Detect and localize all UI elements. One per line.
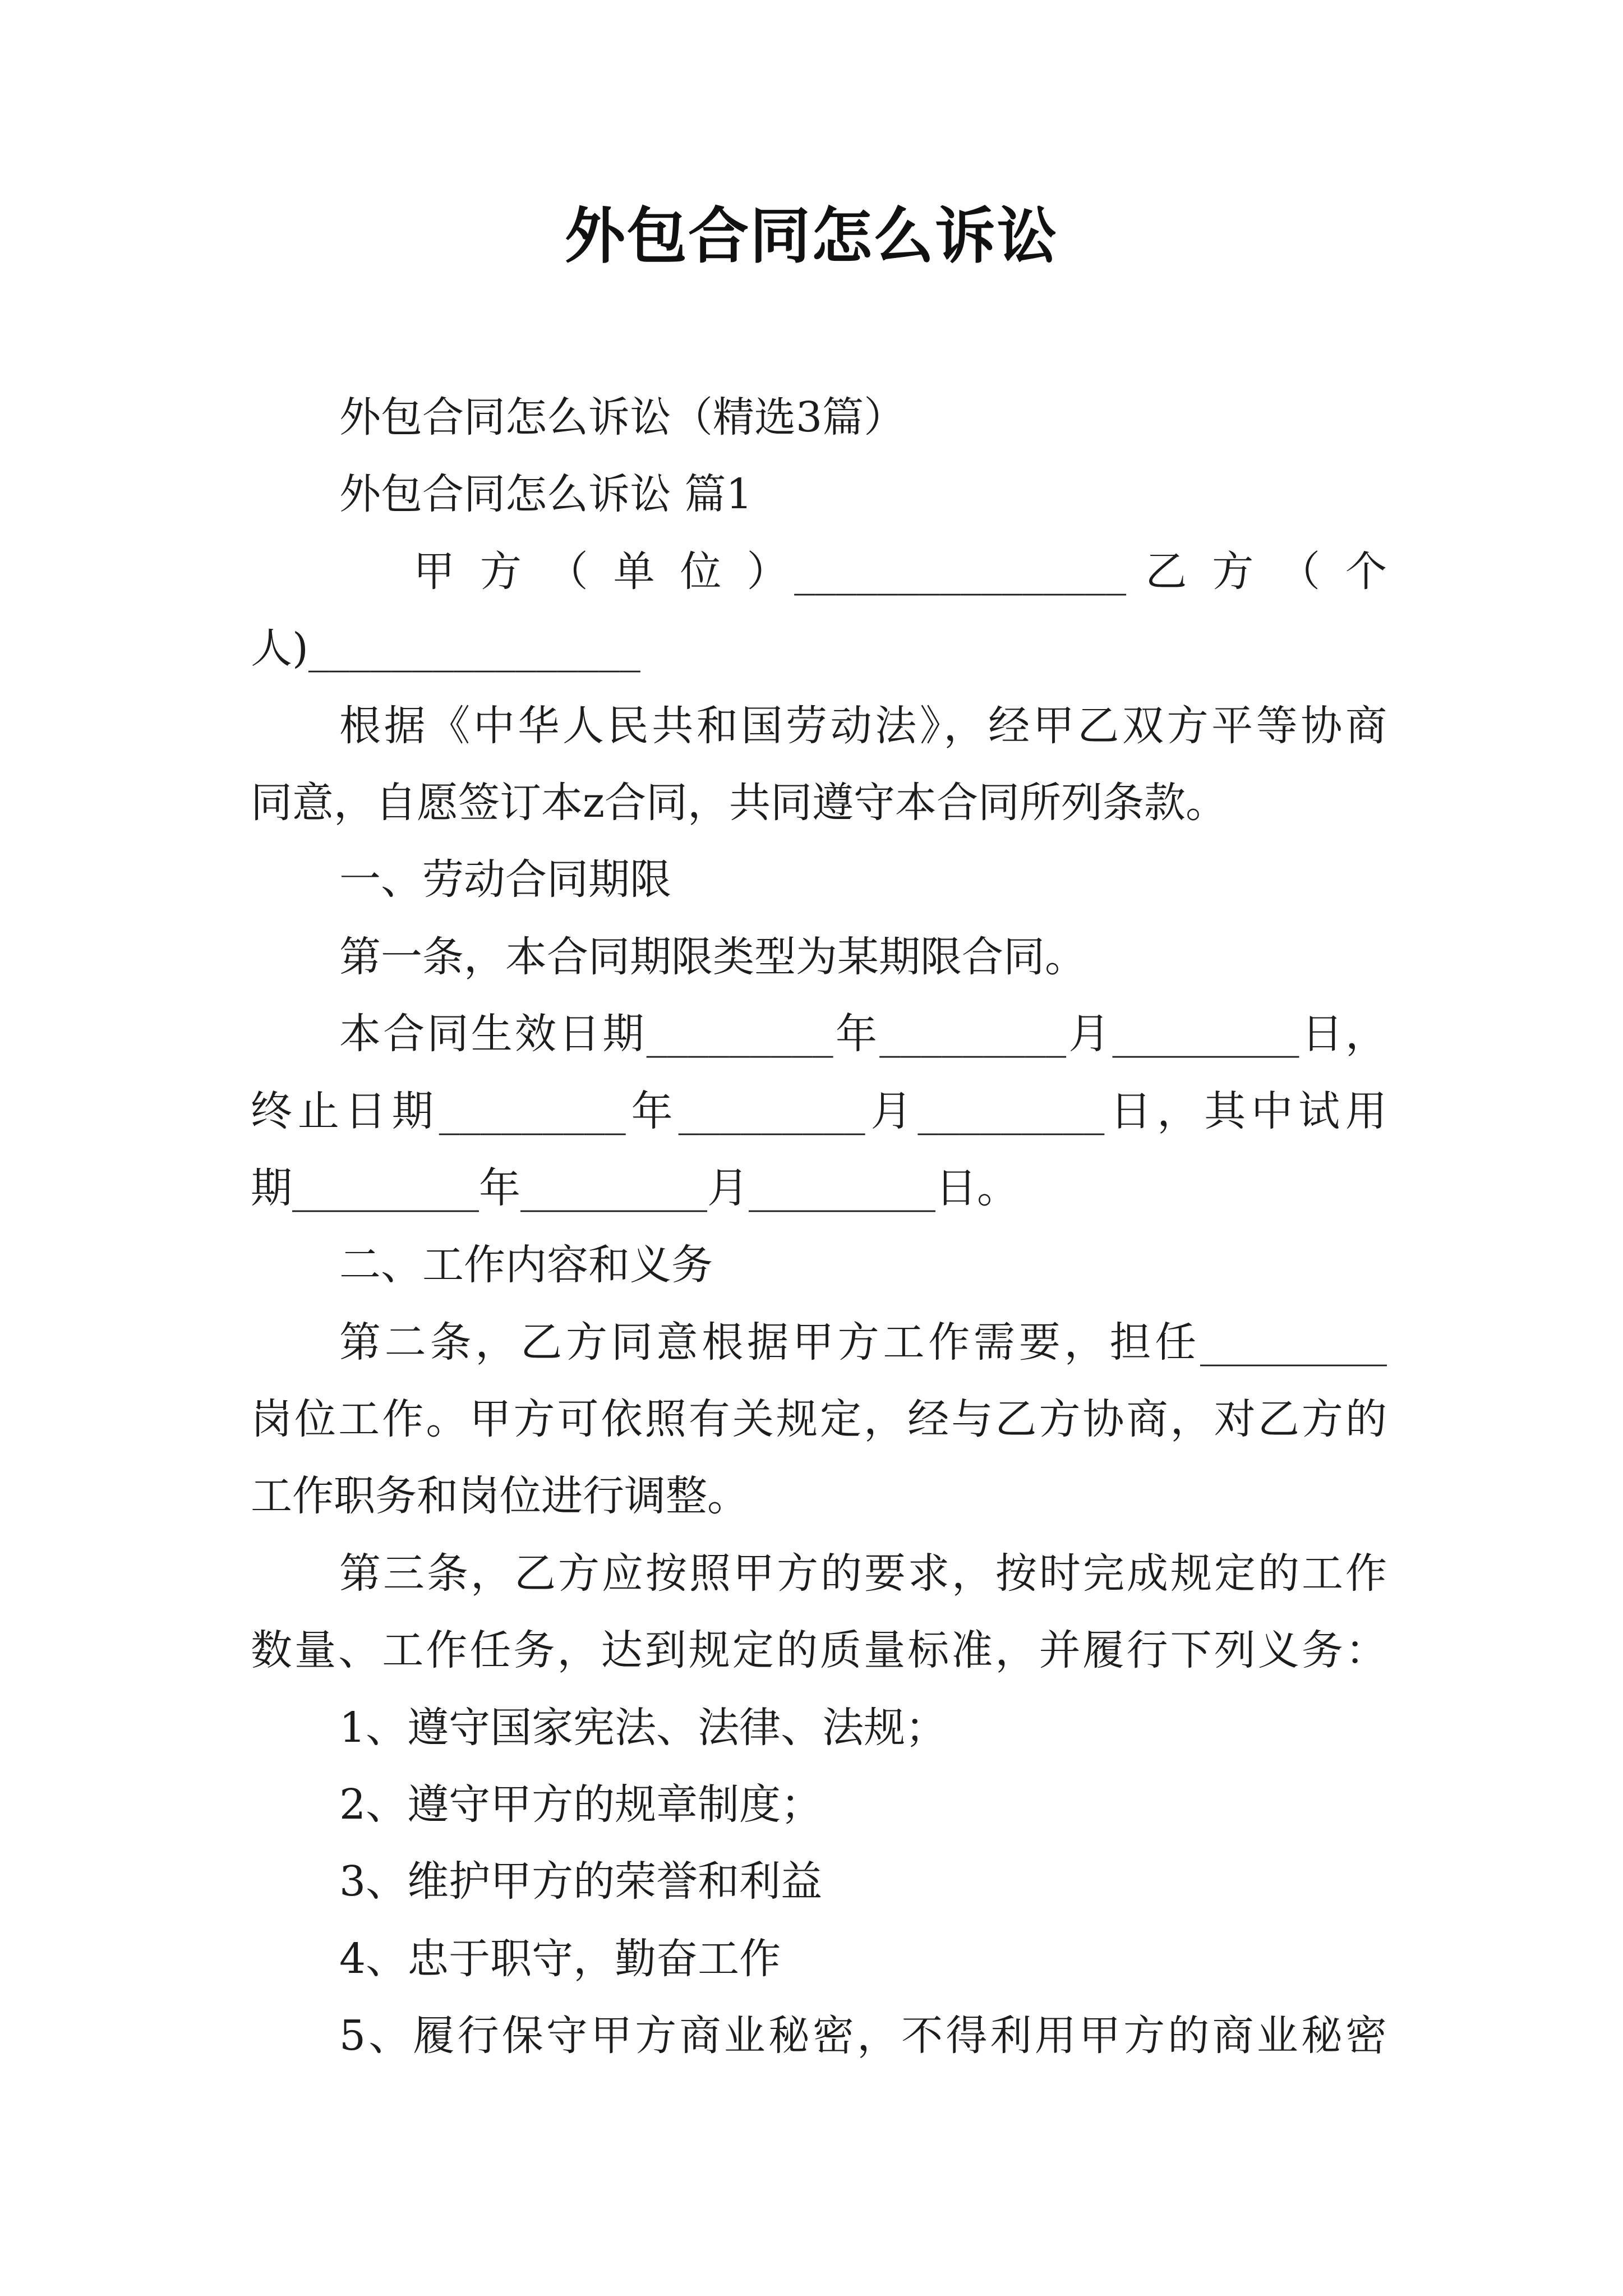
list-item: 1、遵守国家宪法、法律、法规；: [339, 1703, 947, 1752]
list-item: 5、履行保守甲方商业秘密，不得利用甲方的商业秘密: [339, 2012, 1387, 2060]
list-item: 2、遵守甲方的规章制度；: [339, 1780, 823, 1829]
date-fill-line: 终止日期_________年_________月_________日，其中试用: [251, 1087, 1387, 1135]
paragraph-line: 岗位工作。甲方可依照有关规定，经与乙方协商，对乙方的: [251, 1395, 1387, 1444]
date-fill-line: 期_________年_________月_________日。: [251, 1163, 1018, 1212]
clause-heading: 一、劳动合同期限: [339, 855, 671, 904]
paragraph-line: 第三条，乙方应按照甲方的要求，按时完成规定的工作: [339, 1549, 1387, 1598]
document-body: [251, 379, 1387, 2075]
paragraph-line: 工作职务和岗位进行调整。: [251, 1472, 749, 1521]
clause-heading: 二、工作内容和义务: [339, 1241, 713, 1290]
party-line: 甲 方 （ 单 位 ）________________ 乙 方 （ 个: [413, 547, 1387, 596]
paragraph-line: 同意，自愿签订本z合同，共同遵守本合同所列条款。: [251, 778, 1227, 827]
paragraph-line: 第二条，乙方同意根据甲方工作需要，担任_________: [339, 1318, 1387, 1366]
party-line-continued: 人)________________: [251, 624, 640, 673]
paragraph-line: 根据《中华人民共和国劳动法》，经甲乙双方平等协商: [339, 701, 1387, 750]
paragraph-line: 第一条，本合同期限类型为某期限合同。: [339, 932, 1086, 981]
list-item: 3、维护甲方的荣誉和利益: [339, 1857, 823, 1906]
paragraph-line: 数量、工作任务，达到规定的质量标准，并履行下列义务：: [251, 1626, 1387, 1675]
section-heading: 外包合同怎么诉讼 篇1: [339, 470, 753, 519]
subtitle-line: 外包合同怎么诉讼（精选3篇）: [339, 393, 906, 441]
page-title: 外包合同怎么诉讼: [564, 201, 1058, 272]
date-fill-line: 本合同生效日期_________年_________月_________日，: [339, 1010, 1387, 1059]
list-item: 4、忠于职守，勤奋工作: [339, 1934, 781, 1983]
